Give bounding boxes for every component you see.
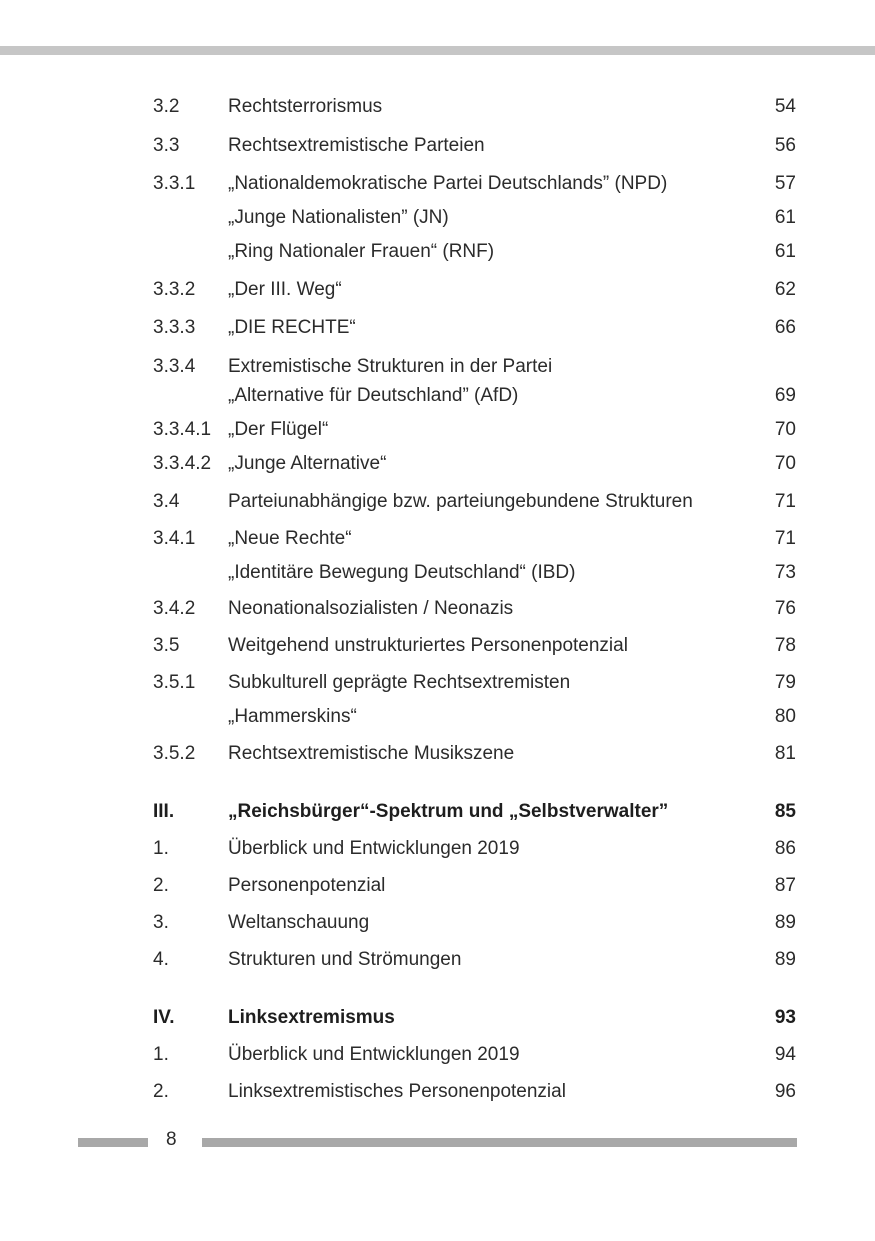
toc-entry[interactable] bbox=[0, 741, 875, 767]
entry-page: 89 bbox=[774, 949, 796, 970]
entry-number: 1. bbox=[153, 838, 169, 859]
toc-entry[interactable] bbox=[0, 315, 875, 341]
toc-entry[interactable] bbox=[0, 910, 875, 936]
entry-title: „Alternative für Deutschland” (AfD) bbox=[228, 385, 519, 406]
entry-page: 61 bbox=[774, 241, 796, 262]
toc-entry[interactable] bbox=[0, 670, 875, 696]
entry-page: 86 bbox=[774, 838, 796, 859]
entry-page: 81 bbox=[774, 743, 796, 764]
entry-title: Neonationalsozialisten / Neonazis bbox=[228, 598, 514, 619]
entry-page: 69 bbox=[774, 385, 796, 406]
entry-number: 3.3.4.1 bbox=[153, 419, 212, 440]
toc-entry[interactable] bbox=[0, 596, 875, 622]
entry-title: Weitgehend unstrukturiertes Personenpotenzial bbox=[228, 635, 628, 656]
toc-entry[interactable] bbox=[0, 205, 875, 231]
entry-page: 56 bbox=[774, 135, 796, 156]
entry-title: Weltanschauung bbox=[228, 912, 370, 933]
entry-title: Strukturen und Strömungen bbox=[228, 949, 462, 970]
toc-entry[interactable] bbox=[0, 94, 875, 120]
entry-page: 78 bbox=[774, 635, 796, 656]
entry-title: Linksextremistisches Personenpotenzial bbox=[228, 1081, 566, 1102]
entry-number: 1. bbox=[153, 1044, 169, 1065]
entry-page: 66 bbox=[774, 317, 796, 338]
toc-entry[interactable] bbox=[0, 354, 875, 380]
entry-title: „Neue Rechte“ bbox=[228, 528, 352, 549]
chapter-title: Linksextremismus bbox=[228, 1007, 395, 1028]
chapter-page: 85 bbox=[774, 801, 796, 822]
toc-entry[interactable] bbox=[0, 1079, 875, 1105]
entry-title: Subkulturell geprägte Rechtsextremisten bbox=[228, 672, 571, 693]
entry-title: „Identitäre Bewegung Deutschland“ (IBD) bbox=[228, 562, 576, 583]
entry-page: 70 bbox=[774, 453, 796, 474]
toc-entry[interactable] bbox=[0, 171, 875, 197]
footer-rule-left bbox=[78, 1138, 148, 1147]
toc-entry[interactable] bbox=[0, 239, 875, 265]
entry-title: Rechtsterrorismus bbox=[228, 96, 383, 117]
toc-chapter[interactable] bbox=[0, 799, 875, 825]
entry-title: Rechtsextremistische Musikszene bbox=[228, 743, 515, 764]
entry-number: 3. bbox=[153, 912, 169, 933]
toc-entry[interactable] bbox=[0, 947, 875, 973]
entry-title: Überblick und Entwicklungen 2019 bbox=[228, 838, 520, 859]
entry-number: 3.3.4 bbox=[153, 356, 196, 377]
entry-number: 3.3 bbox=[153, 135, 180, 156]
toc-entry[interactable] bbox=[0, 633, 875, 659]
entry-title: Rechtsextremistische Parteien bbox=[228, 135, 485, 156]
entry-page: 70 bbox=[774, 419, 796, 440]
toc-entry[interactable] bbox=[0, 560, 875, 586]
toc-entry[interactable] bbox=[0, 133, 875, 159]
entry-title: „Nationaldemokratische Partei Deutschlands” (NPD) bbox=[228, 173, 668, 194]
entry-number: 3.5.1 bbox=[153, 672, 196, 693]
entry-page: 80 bbox=[774, 706, 796, 727]
toc-entry[interactable] bbox=[0, 836, 875, 862]
entry-title: „Der III. Weg“ bbox=[228, 279, 342, 300]
page-number: 8 bbox=[166, 1129, 177, 1150]
entry-number: 3.4.2 bbox=[153, 598, 196, 619]
entry-number: 3.2 bbox=[153, 96, 180, 117]
chapter-page: 93 bbox=[774, 1007, 796, 1028]
entry-title: „Junge Alternative“ bbox=[228, 453, 387, 474]
entry-page: 87 bbox=[774, 875, 796, 896]
entry-page: 79 bbox=[774, 672, 796, 693]
chapter-number: III. bbox=[153, 801, 175, 822]
entry-number: 3.4.1 bbox=[153, 528, 196, 549]
entry-page: 54 bbox=[774, 96, 796, 117]
entry-number: 3.3.4.2 bbox=[153, 453, 212, 474]
entry-number: 2. bbox=[153, 875, 169, 896]
entry-number: 3.3.3 bbox=[153, 317, 196, 338]
entry-page: 71 bbox=[774, 528, 796, 549]
entry-title: „Der Flügel“ bbox=[228, 419, 329, 440]
toc-entry[interactable] bbox=[0, 277, 875, 303]
toc-entry[interactable] bbox=[0, 873, 875, 899]
chapter-title: „Reichsbürger“-Spektrum und „Selbstverwalter” bbox=[228, 801, 669, 822]
toc-entry[interactable] bbox=[0, 489, 875, 515]
entry-number: 3.5 bbox=[153, 635, 180, 656]
chapter-number: IV. bbox=[153, 1007, 175, 1028]
entry-title: „Junge Nationalisten” (JN) bbox=[228, 207, 449, 228]
toc-entry[interactable] bbox=[0, 383, 875, 409]
entry-title: Personenpotenzial bbox=[228, 875, 386, 896]
toc-entry[interactable] bbox=[0, 526, 875, 552]
entry-page: 94 bbox=[774, 1044, 796, 1065]
entry-page: 71 bbox=[774, 491, 796, 512]
entry-title: Parteiunabhängige bzw. parteiungebundene Strukturen bbox=[228, 491, 693, 512]
entry-page: 61 bbox=[774, 207, 796, 228]
entry-number: 3.3.1 bbox=[153, 173, 196, 194]
entry-page: 57 bbox=[774, 173, 796, 194]
toc-entry[interactable] bbox=[0, 417, 875, 443]
entry-title: Extremistische Strukturen in der Partei bbox=[228, 356, 553, 377]
entry-number: 3.4 bbox=[153, 491, 180, 512]
entry-page: 76 bbox=[774, 598, 796, 619]
toc-entry[interactable] bbox=[0, 1042, 875, 1068]
entry-title: „Hammerskins“ bbox=[228, 706, 357, 727]
top-rule bbox=[0, 46, 875, 55]
footer-rule-right bbox=[202, 1138, 797, 1147]
entry-title: „DIE RECHTE“ bbox=[228, 317, 356, 338]
entry-page: 62 bbox=[774, 279, 796, 300]
entry-number: 4. bbox=[153, 949, 169, 970]
entry-page: 73 bbox=[774, 562, 796, 583]
entry-number: 3.5.2 bbox=[153, 743, 196, 764]
entry-title: Überblick und Entwicklungen 2019 bbox=[228, 1044, 520, 1065]
entry-title: „Ring Nationaler Frauen“ (RNF) bbox=[228, 241, 495, 262]
toc-chapter[interactable] bbox=[0, 1005, 875, 1031]
entry-page: 89 bbox=[774, 912, 796, 933]
entry-page: 96 bbox=[774, 1081, 796, 1102]
entry-number: 3.3.2 bbox=[153, 279, 196, 300]
toc-entry[interactable] bbox=[0, 704, 875, 730]
entry-number: 2. bbox=[153, 1081, 169, 1102]
toc-entry[interactable] bbox=[0, 451, 875, 477]
